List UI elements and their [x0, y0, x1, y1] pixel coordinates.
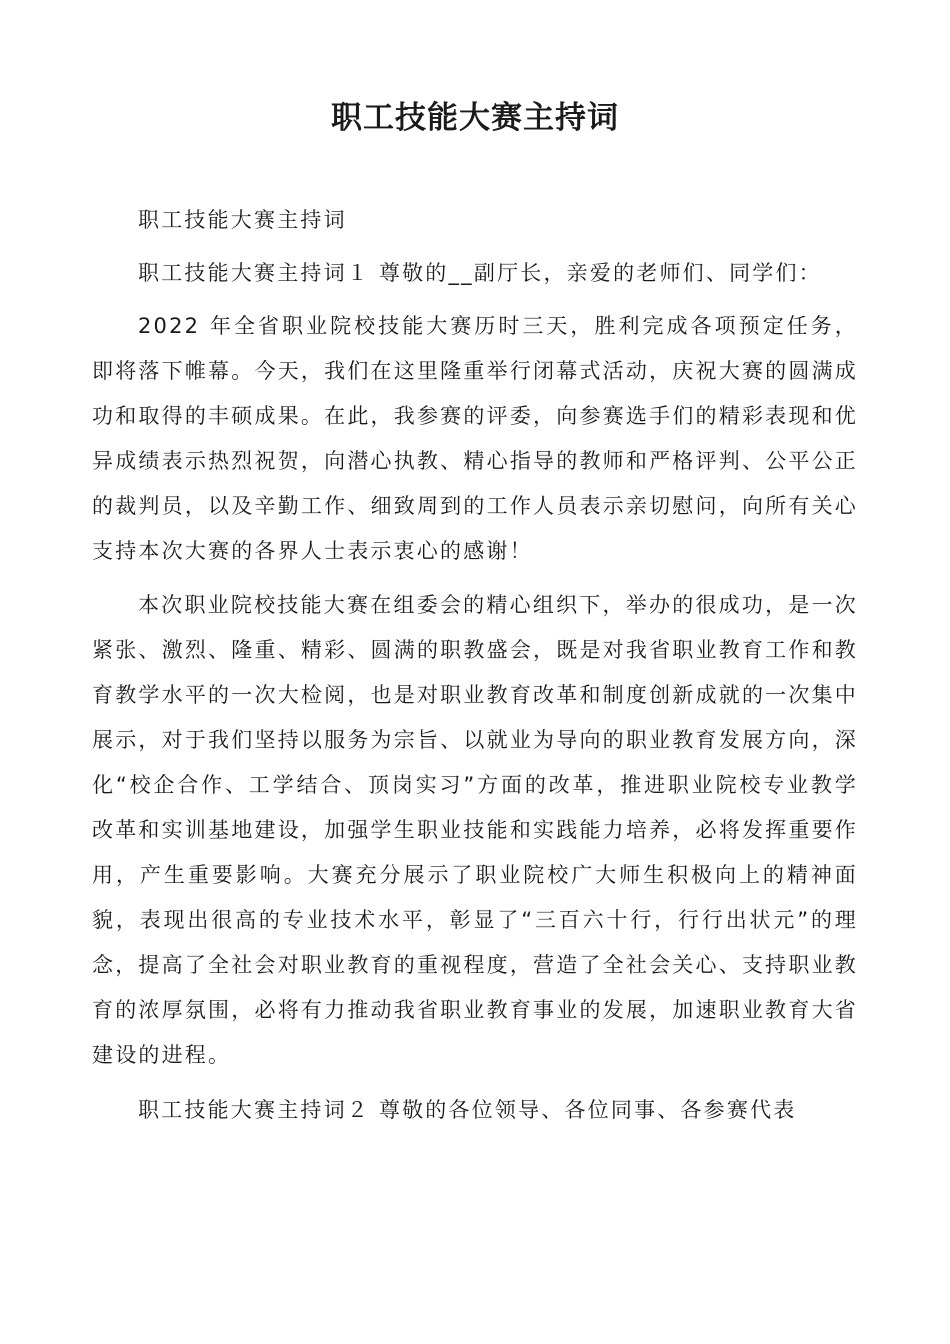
paragraph-subtitle: 职工技能大赛主持词 — [138, 208, 347, 232]
document-body — [92, 198, 858, 1133]
paragraph-greeting-1: 职工技能大赛主持词１ 尊敬的__副厅长，亲爱的老师们、同学们： — [138, 261, 822, 285]
paragraph-opening: 2022 年全省职业院校技能大赛历时三天，胜利完成各项预定任务，即将落下帷幕。今天，我们在这里隆重举行闭幕式活动，庆祝大赛的圆满成功和取得的丰硕成果。在此，我参赛的评委，向参赛选手们的精彩表现和优异成绩表示热烈祝贺，向潜心执教、精心指导的教师和严格评判、公平公正的裁判员，以及辛勤工作、细致周到的工作人员表示亲切慰问，向所有关心支持本次大赛的各界人士表示衷心的感谢！ — [92, 314, 858, 563]
paragraph-main: 本次职业院校技能大赛在组委会的精心组织下，举办的很成功，是一次紧张、激烈、隆重、精彩、圆满的职教盛会，既是对我省职业教育工作和教育教学水平的一次大检阅，也是对职业教育改革和制度创新成就的一次集中展示，对于我们坚持以服务为宗旨、以就业为导向的职业教育发展方向，深化“校企合作、工学结合、顶岗实习”方面的改革，推进职业院校专业教学改革和实训基地建设，加强学生职业技能和实践能力培养，必将发挥重要作用，产生重要影响。大赛充分展示了职业院校广大师生积极向上的精神面貌，表现出很高的专业技术水平，彰显了“三百六十行，行行出状元”的理念，提高了全社会对职业教育的重视程度，营造了全社会关心、支持职业教育的浓厚氛围，必将有力推动我省职业教育事业的发展，加速职业教育大省建设的进程。 — [92, 593, 858, 1067]
paragraph-greeting-2: 职工技能大赛主持词２ 尊敬的各位领导、各位同事、各参赛代表 — [138, 1098, 797, 1122]
document-title: 职工技能大赛主持词 — [331, 100, 619, 136]
